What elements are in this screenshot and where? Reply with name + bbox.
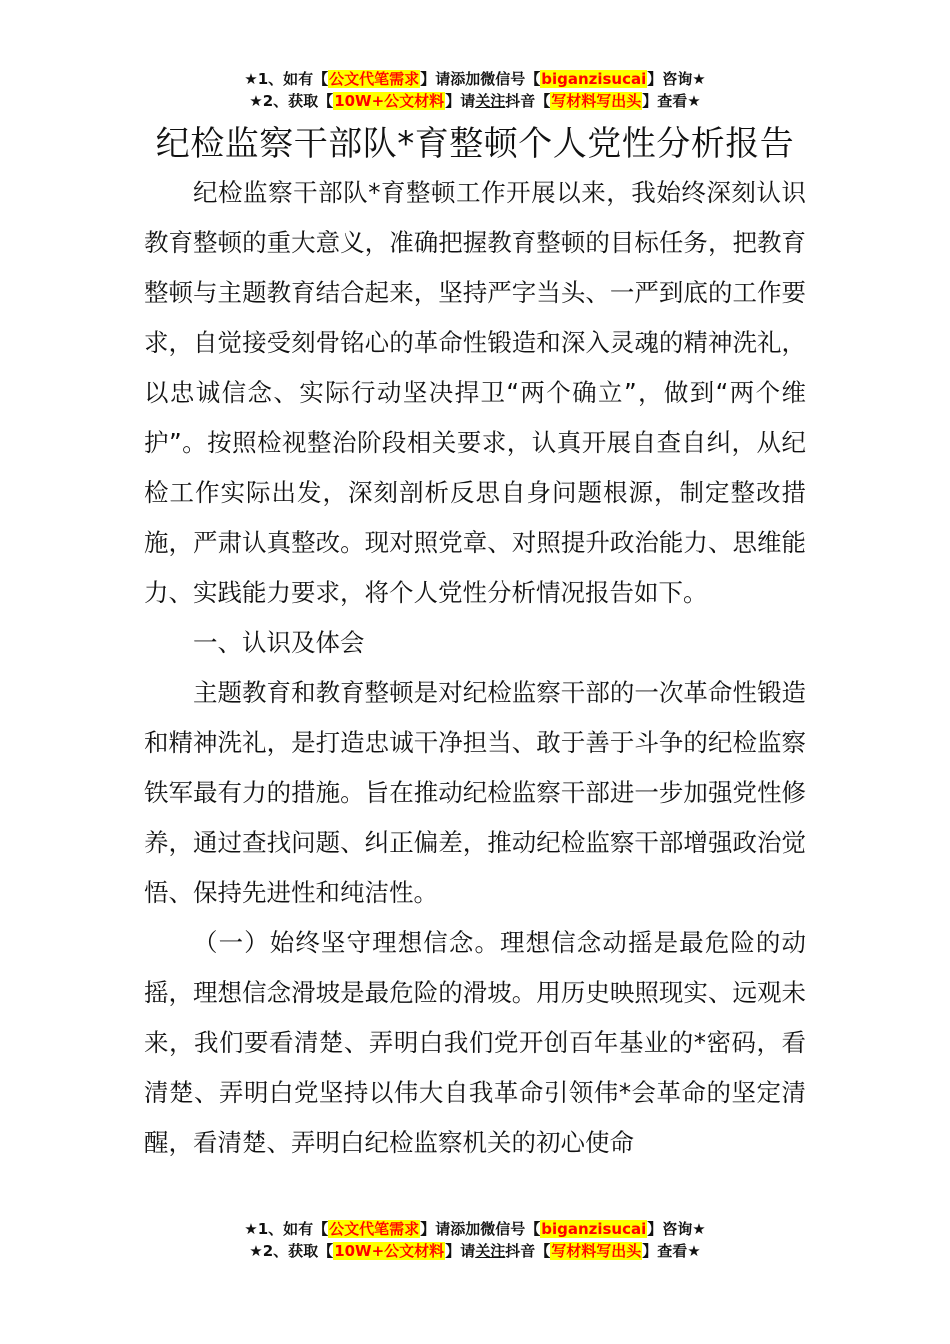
highlight-materials: 10W+公文材料 xyxy=(334,92,445,110)
promo-text: 】咨询★ xyxy=(647,1220,706,1238)
paragraph-ideals: （一）始终坚守理想信念。理想信念动摇是最危险的动摇，理想信念滑坡是最危险的滑坡。用历史映照现实、远观未来，我们要看清楚、弄明白我们党开创百年基业的*密码，看清楚、弄明白党坚持以伟大自我革命引领伟*会革命的坚定清醒，看清楚、弄明白纪检监察机关的初心使命 xyxy=(144,928,806,1157)
promo-text: ★2、获取【 xyxy=(249,92,334,110)
promo-banner-top xyxy=(0,68,950,112)
highlight-service: 公文代笔需求 xyxy=(329,1220,420,1238)
underlined-follow: 关注 xyxy=(475,1242,506,1260)
highlight-douyin-account: 写材料写出头 xyxy=(551,1242,642,1260)
promo-text: ★1、如有【 xyxy=(244,70,329,88)
promo-text: ★1、如有【 xyxy=(244,1220,329,1238)
promo-text: 】请 xyxy=(445,92,476,110)
highlight-wechat-id: biganzisucai xyxy=(541,70,647,88)
promo-text: 】请 xyxy=(445,1242,476,1260)
highlight-materials: 10W+公文材料 xyxy=(334,1242,445,1260)
document-title: 纪检监察干部队*育整顿个人党性分析报告 xyxy=(155,124,795,164)
promo-line-2 xyxy=(0,1240,950,1262)
promo-line-2 xyxy=(0,90,950,112)
promo-line-1 xyxy=(0,68,950,90)
highlight-douyin-account: 写材料写出头 xyxy=(551,92,642,110)
promo-text: 抖音【 xyxy=(505,1242,551,1260)
paragraph-intro: 纪检监察干部队*育整顿工作开展以来，我始终深刻认识教育整顿的重大意义，准确把握教育整顿的目标任务，把教育整顿与主题教育结合起来，坚持严字当头、一严到底的工作要求，自觉接受刻骨铭心的革命性锻造和深入灵魂的精神洗礼，以忠诚信念、实际行动坚决捍卫“两个确立”，做到“两个维护”。按照检视整治阶段相关要求，认真开展自查自纠，从纪检工作实际出发，深刻剖析反思自身问题根源，制定整改措施，严肃认真整改。现对照党章、对照提升政治能力、思维能力、实践能力要求，将个人党性分析情况报告如下。 xyxy=(144,178,806,607)
promo-text: 】查看★ xyxy=(642,92,701,110)
highlight-wechat-id: biganzisucai xyxy=(541,1220,647,1238)
document-body xyxy=(144,168,806,1168)
promo-line-1 xyxy=(0,1218,950,1240)
section-heading-1: 一、认识及体会 xyxy=(193,628,365,657)
promo-text: 】查看★ xyxy=(642,1242,701,1260)
promo-text: ★2、获取【 xyxy=(249,1242,334,1260)
promo-text: 】咨询★ xyxy=(647,70,706,88)
promo-banner-bottom xyxy=(0,1218,950,1262)
paragraph-understanding: 主题教育和教育整顿是对纪检监察干部的一次革命性锻造和精神洗礼，是打造忠诚干净担当、敢于善于斗争的纪检监察铁军最有力的措施。旨在推动纪检监察干部进一步加强党性修养，通过查找问题、纠正偏差，推动纪检监察干部增强政治觉悟、保持先进性和纯洁性。 xyxy=(144,678,806,907)
promo-text: 】请添加微信号【 xyxy=(420,70,541,88)
highlight-service: 公文代笔需求 xyxy=(329,70,420,88)
promo-text: 抖音【 xyxy=(505,92,551,110)
underlined-follow: 关注 xyxy=(475,92,506,110)
promo-text: 】请添加微信号【 xyxy=(420,1220,541,1238)
